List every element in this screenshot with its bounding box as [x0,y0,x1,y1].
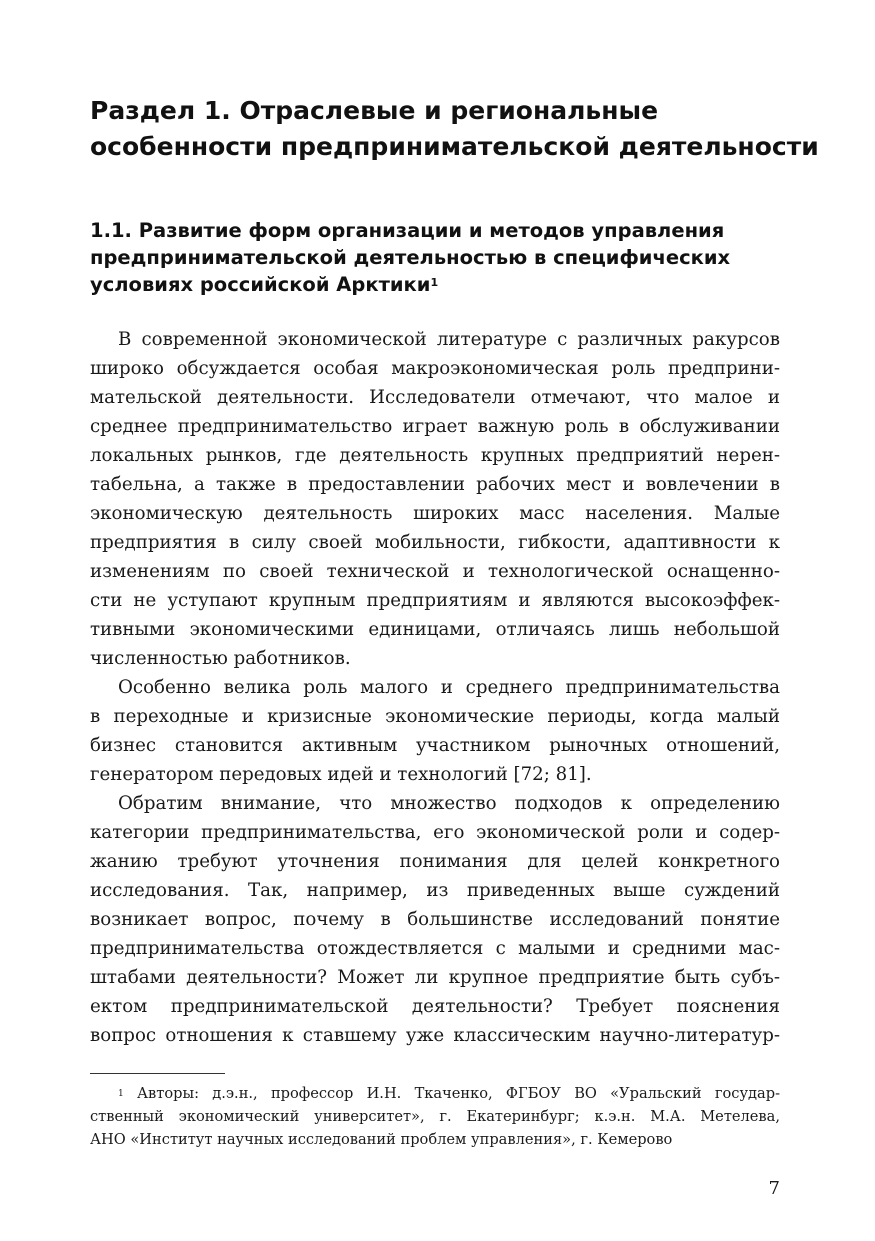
paragraph-line: табельна, а также в предоставлении рабочих мест и вовлечении в [90,474,780,495]
paragraph-line: Особенно велика роль малого и среднего предпринимательства [118,677,780,698]
paragraph-line: жанию требуют уточнения понимания для целей конкретного [90,851,780,872]
page-number: 7 [768,1178,780,1199]
paragraph-line: изменениям по своей технической и технологической оснащенно- [90,561,780,582]
subsection-title-line: 1.1. Развитие форм организации и методов управления [90,219,725,242]
paragraph-line: вопрос отношения к ставшему уже классическим научно-литератур- [90,1025,780,1046]
paragraph-line: экономическую деятельность широких масс населения. Малые [90,503,780,524]
paragraph-line: штабами деятельности? Может ли крупное предприятие быть субъ- [90,967,780,988]
paragraph-line: среднее предпринимательство играет важную роль в обслуживании [90,416,780,437]
paragraph-line: генератором передовых идей и технологий [72; 81]. [90,764,592,785]
subsection-title [90,217,790,298]
footnote-line: Авторы: д.э.н., профессор И.Н. Ткаченко, ФГБОУ ВО «Уральский государ- [137,1085,781,1102]
paragraph-line: категории предпринимательства, его экономической роли и содер- [90,822,780,843]
paragraph-line: численностью работников. [90,648,351,669]
paragraph-line: предпринимательства отождествляется с малыми и средними мас- [90,938,780,959]
paragraph-line: исследования. Так, например, из приведенных выше суждений [90,880,780,901]
paragraph-line: широко обсуждается особая макроэкономическая роль предприни- [90,358,780,379]
paragraph-line: в переходные и кризисные экономические периоды, когда малый [90,706,780,727]
paragraph-line: тивными экономическими единицами, отличаясь лишь небольшой [90,619,780,640]
footnote-separator [90,1073,225,1074]
paragraph-line: сти не уступают крупным предприятиям и являются высокоэффек- [90,590,780,611]
paragraph-line: локальных рынков, где деятельность крупных предприятий нерен- [90,445,780,466]
subsection-title-line: условиях российской Арктики [90,273,431,296]
paragraph-line: мательской деятельности. Исследователи отмечают, что малое и [90,387,780,408]
footnote-line-first [90,1082,780,1105]
footnote [90,1082,780,1151]
section-title [90,93,819,165]
paragraph-line: В современной экономической литературе с различных ракурсов [118,329,780,350]
paragraph-line: бизнес становится активным участником рыночных отношений, [90,735,780,756]
footnote-line: АНО «Институт научных исследований проблем управления», г. Кемерово [90,1131,673,1148]
paragraph-line: ектом предпринимательской деятельности? Требует пояснения [90,996,780,1017]
paragraph-line: возникает вопрос, почему в большинстве исследований понятие [90,909,780,930]
footnote-mark: 1 [118,1089,124,1099]
paragraph-line: Обратим внимание, что множество подходов к определению [118,793,780,814]
body-text [90,325,780,1050]
footnote-line: ственный экономический университет», г. Екатеринбург; к.э.н. М.А. Метелева, [90,1108,780,1125]
footnote-reference[interactable]: 1 [430,276,439,289]
section-title-line: Раздел 1. Отраслевые и региональные [90,96,659,125]
paragraph-line: предприятия в силу своей мобильности, гибкости, адаптивности к [90,532,780,553]
subsection-title-line-last [90,271,790,298]
section-title-line: особенности предпринимательской деятельности [90,132,819,161]
subsection-title-line: предпринимательской деятельностью в специфических [90,246,731,269]
